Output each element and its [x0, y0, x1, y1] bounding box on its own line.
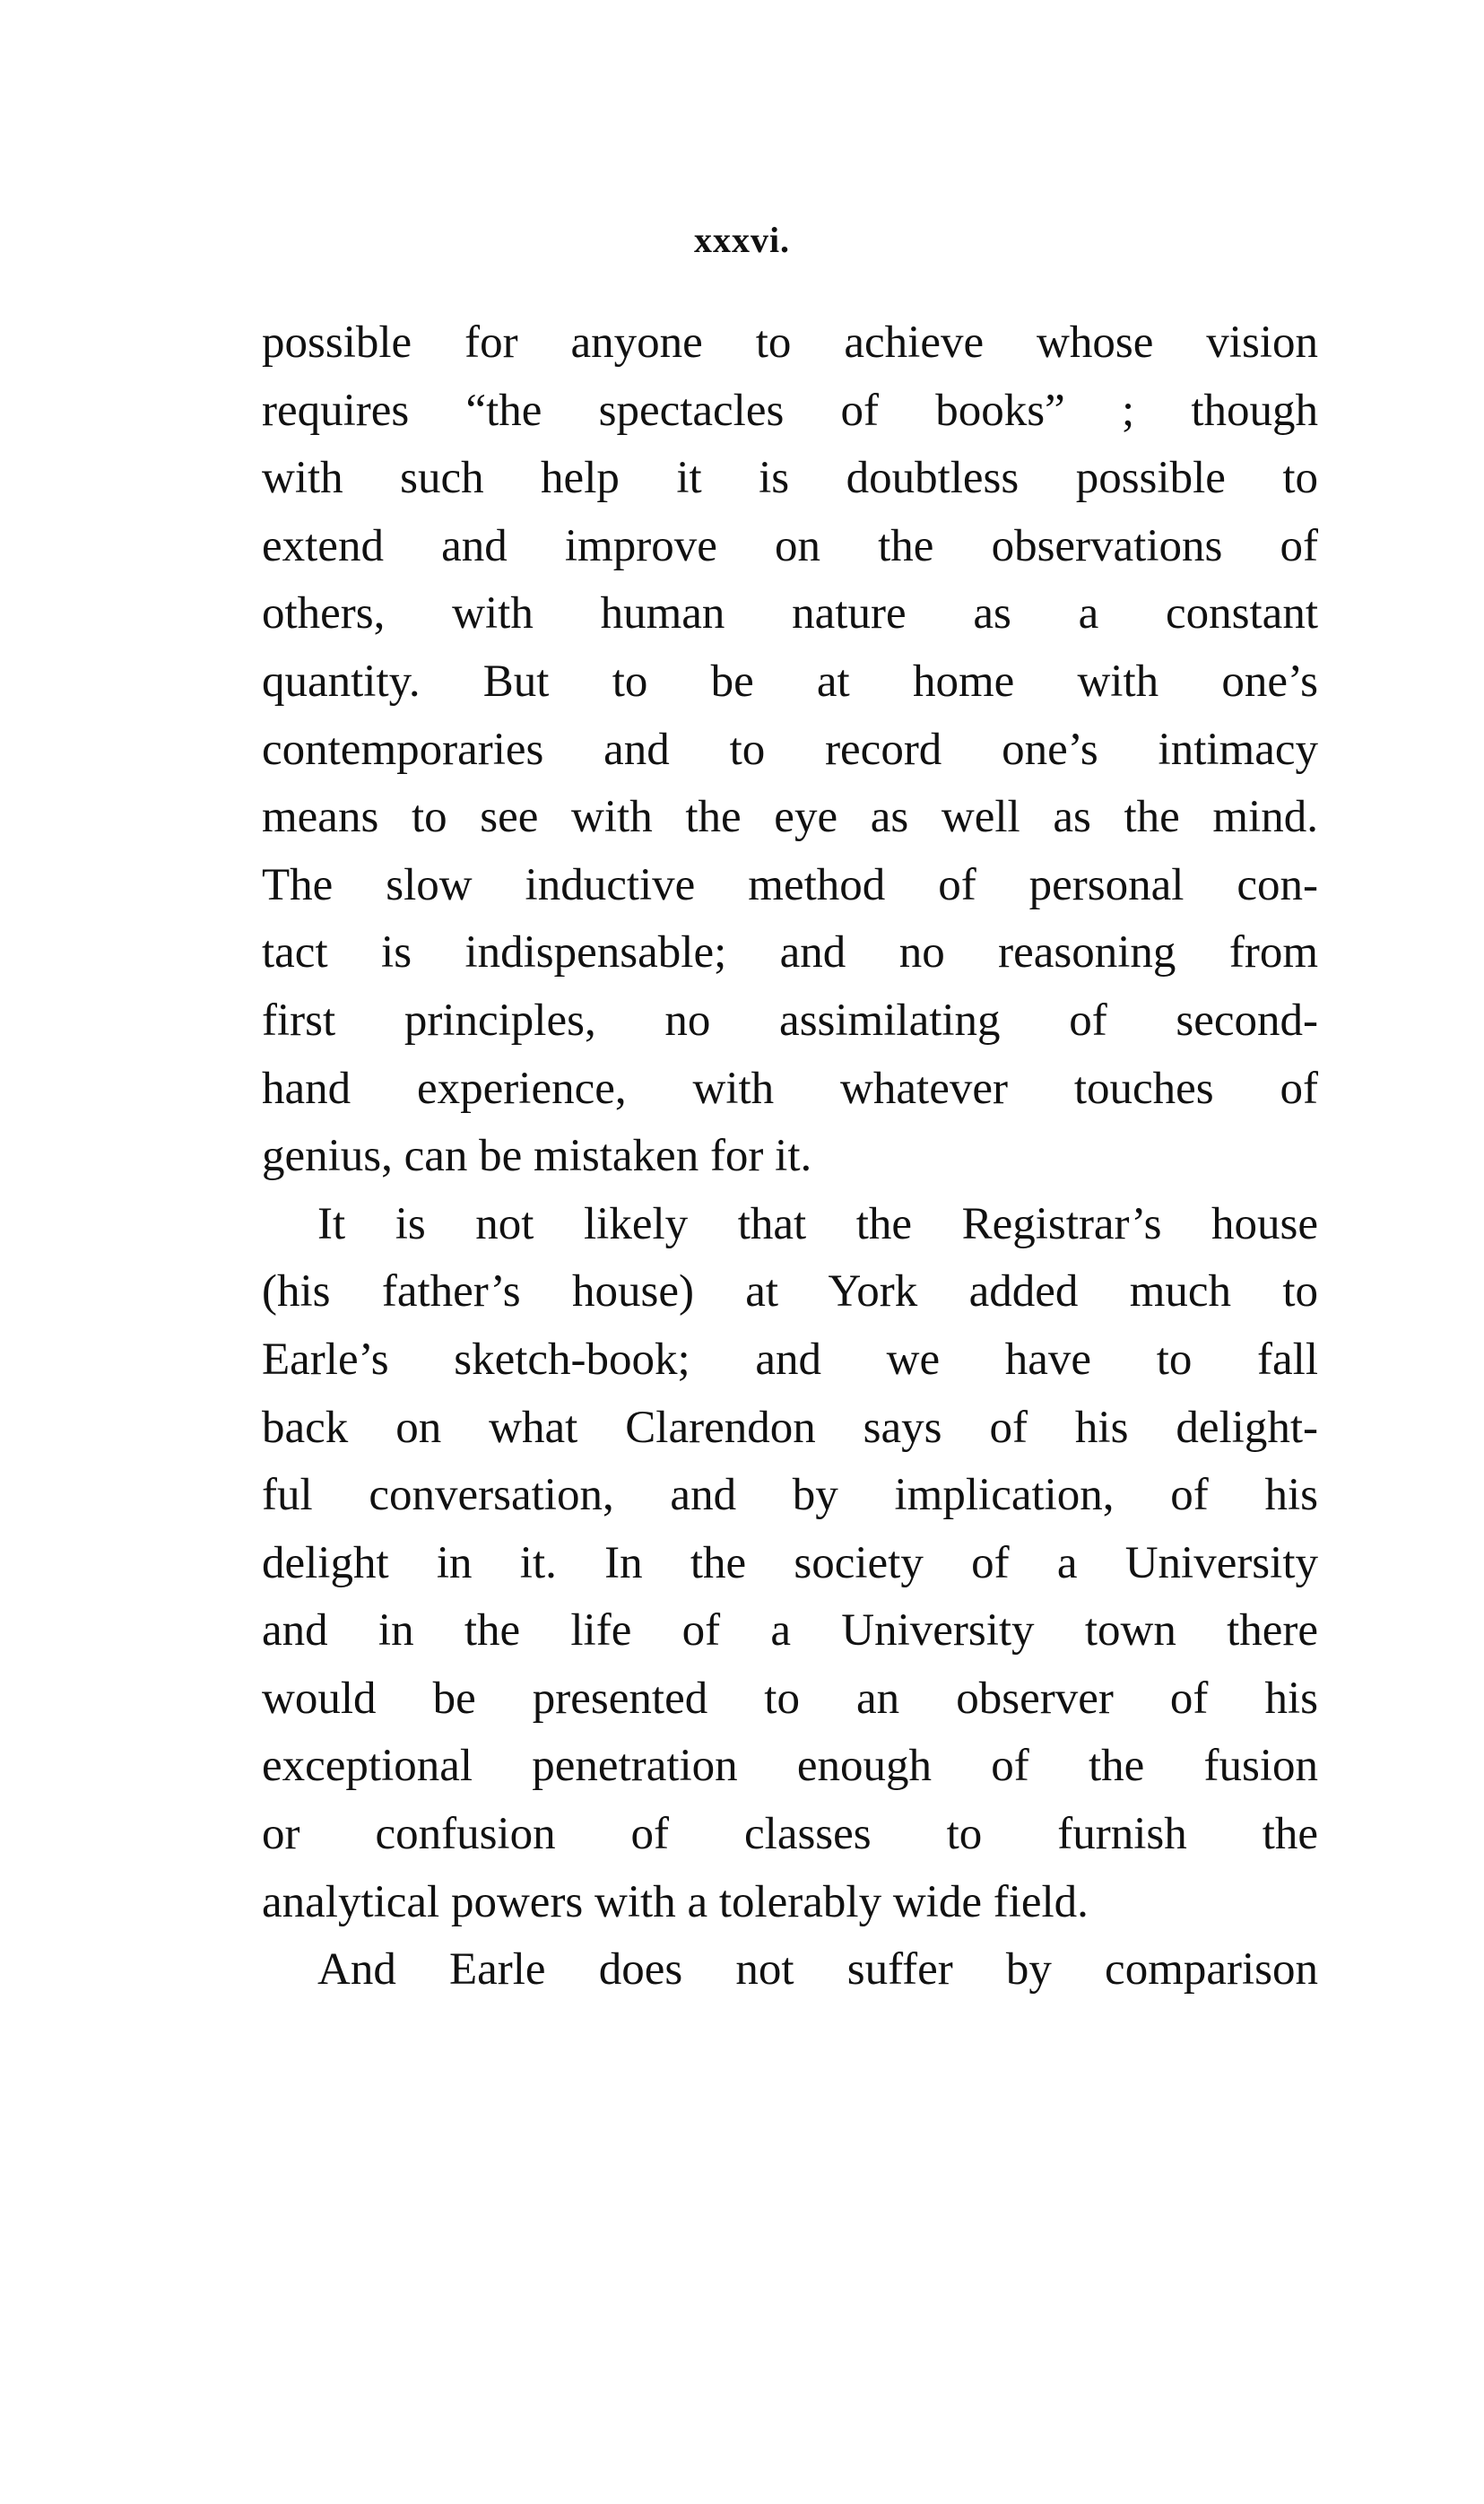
text-line: quantity. But to be at home with one’s [262, 656, 1318, 707]
text-line: Earle’s sketch-book; and we have to fall [262, 1334, 1318, 1385]
text-line: back on what Clarendon says of his delight- [262, 1402, 1318, 1453]
text-line: exceptional penetration enough of the fusion [262, 1741, 1318, 1792]
text-line: requires “the spectacles of books” ; though [262, 385, 1318, 436]
text-line: ful conversation, and by implication, of his [262, 1470, 1318, 1521]
paragraph-end-line: genius, can be mistaken for it. [262, 1131, 812, 1182]
text-line: (his father’s house) at York added much to [262, 1266, 1318, 1317]
text-line: first principles, no assimilating of second- [262, 995, 1318, 1046]
body-text [262, 309, 1318, 2004]
text-line: The slow inductive method of personal con- [262, 859, 1318, 910]
text-line: or confusion of classes to furnish the [262, 1809, 1318, 1860]
text-line: contemporaries and to record one’s intimacy [262, 724, 1318, 775]
paragraph-first-line: It is not likely that the Registrar’s house [317, 1198, 1318, 1249]
text-line: delight in it. In the society of a University [262, 1537, 1318, 1588]
page-number: xxxvi. [693, 220, 791, 260]
text-line: possible for anyone to achieve whose vision [262, 317, 1318, 368]
text-line: hand experience, with whatever touches of [262, 1063, 1318, 1114]
text-line: means to see with the eye as well as the mind. [262, 792, 1318, 843]
paragraph-first-line: And Earle does not suffer by comparison [317, 1944, 1318, 1995]
text-line: extend and improve on the observations of [262, 520, 1318, 571]
text-line: would be presented to an observer of his [262, 1673, 1318, 1724]
text-line: with such help it is doubtless possible to [262, 453, 1318, 504]
text-line: others, with human nature as a constant [262, 588, 1318, 639]
text-line: and in the life of a University town there [262, 1605, 1318, 1656]
paragraph-end-line: analytical powers with a tolerably wide field. [262, 1876, 1089, 1927]
text-line: tact is indispensable; and no reasoning from [262, 927, 1318, 978]
